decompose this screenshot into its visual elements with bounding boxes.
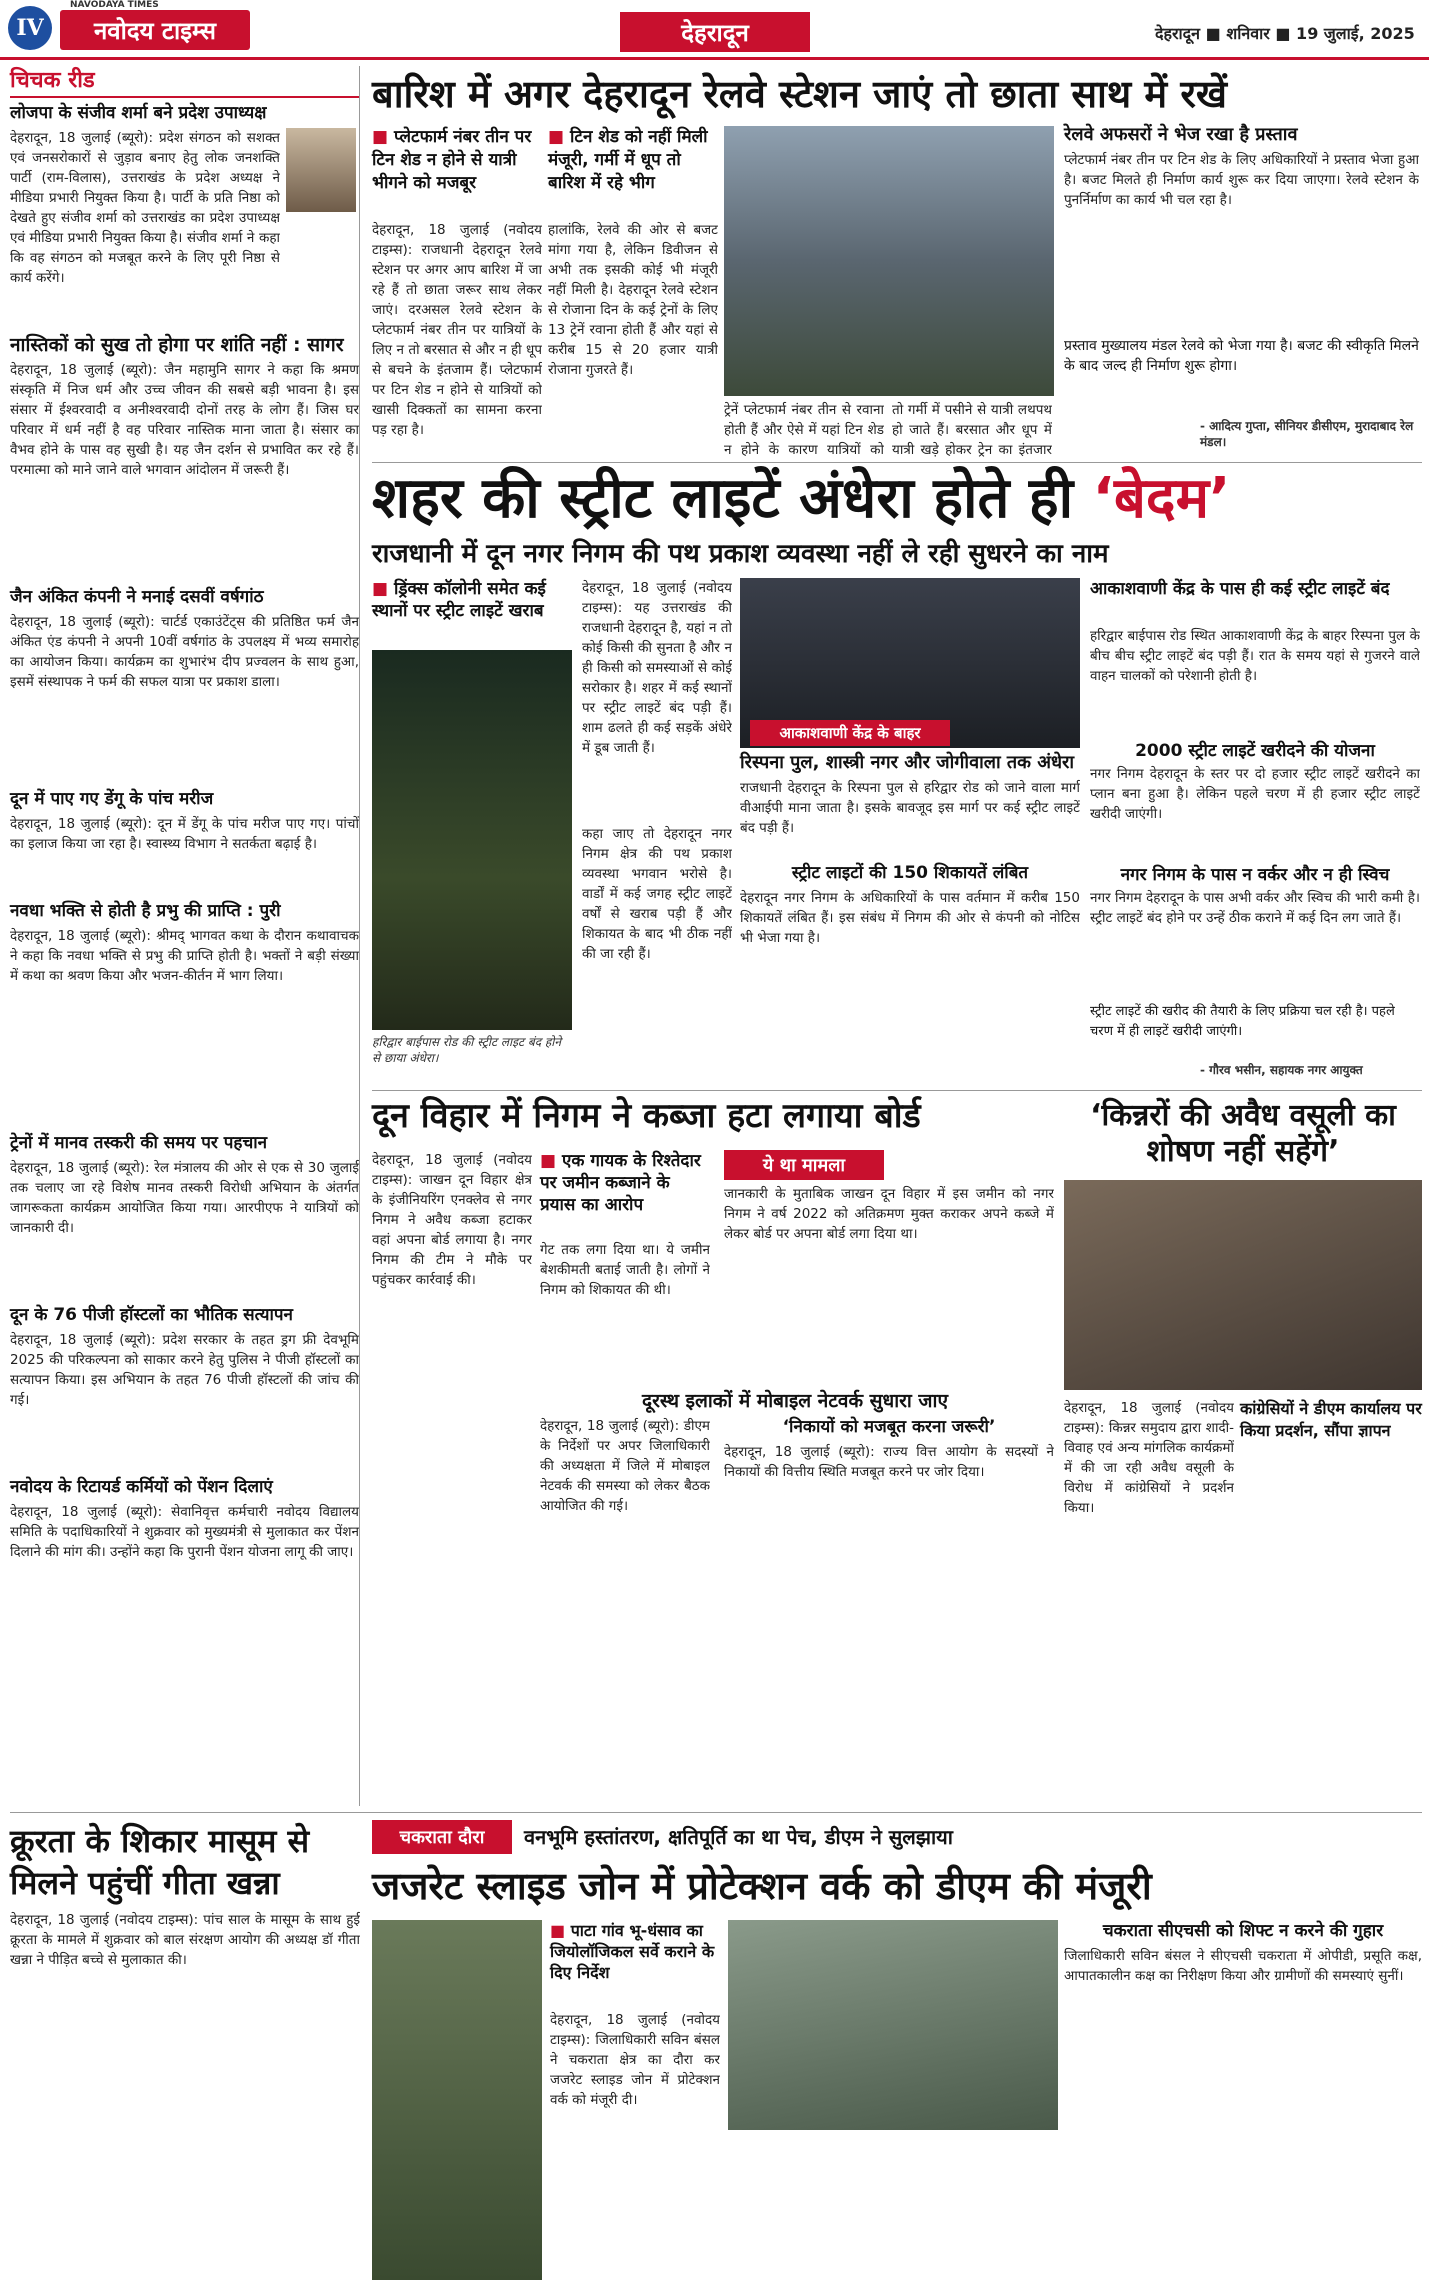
doon-side-body: गेट तक लगा दिया था। ये जमीन बेशकीमती बताई जाती है। लोगों ने निगम को शिकायत की थी।: [540, 1242, 710, 1298]
geeta-body: देहरादून, 18 जुलाई (नवोदय टाइम्स): पांच साल के मासूम के साथ हुई क्रूरता के मामले में शुक्रवार को बाल संरक्षण आयोग की अध्यक्ष डॉ गीता खन्ना ने पीड़ित बच्चे से मुलाकात की।: [10, 1912, 360, 1968]
page-number: IV: [8, 6, 52, 50]
section-title: चिचक रीड: [10, 66, 359, 98]
nikay-body: देहरादून, 18 जुलाई (ब्यूरो): राज्य वित्त आयोग के सदस्यों ने निकायों की वित्तीय स्थिति मजबूत करने पर जोर दिया।: [724, 1444, 1054, 1480]
kinnar-side-title: कांग्रेसियों ने डीएम कार्यालय पर किया प्रदर्शन, सौंपा ज्ञापन: [1240, 1399, 1422, 1440]
light-quote-by: - गौरव भसीन, सहायक नगर आयुक्त: [1200, 1063, 1363, 1077]
s7-title: दून के 76 पीजी हॉस्टलों का भौतिक सत्यापन: [10, 1305, 293, 1325]
light-body4: देहरादून नगर निगम के अधिकारियों के पास वर्तमान में करीब 150 शिकायतें लंबित हैं। इस संबंध में निगम की ओर से कंपनी को नोटिस भी भेजा गया है।: [740, 890, 1080, 946]
doon-body: देहरादून, 18 जुलाई (नवोदय टाइम्स): जाखन दून विहार क्षेत्र के इंजीनियरिंग एनक्लेव से नगर निगम ने अवैध कब्जा हटाकर वहां अपना बोर्ड लगाया है। नगर निगम की टीम ने मौके पर पहुंचकर कार्रवाई की।: [372, 1152, 532, 1288]
light-headline: [372, 466, 1230, 532]
chakrata-tag: चकराता दौरा: [372, 1820, 512, 1854]
light-sub150: स्ट्रीट लाइटों की 150 शिकायतें लंबित: [791, 863, 1029, 883]
doon-side-sub: ■ एक गायक के रिश्तेदार पर जमीन कब्जाने के प्रयास का आरोप: [540, 1150, 710, 1216]
s8-body: देहरादून, 18 जुलाई (ब्यूरो): सेवानिवृत्त कर्मचारी नवोदय विद्यालय समिति के पदाधिकारियों ने शुक्रवार को मुख्यमंत्री से मुलाकात कर पेंशन दिलाने की मांग की। उन्होंने कहा कि पुरानी पेंशन योजना लागू की जाए।: [10, 1504, 359, 1560]
light-body2: कहा जाए तो देहरादून नगर निगम क्षेत्र की पथ प्रकाश व्यवस्था भगवान भरोसे है। वार्डों में कई जगह स्ट्रीट लाइटें वर्षों से खराब पड़ी हैं और शिकायत के बाद भी ठीक नहीं की जा रही हैं।: [582, 826, 732, 962]
chakrata-right-sub: चकराता सीएचसी को शिफ्ट न करने की गुहार: [1102, 1921, 1384, 1941]
doon-label: ये था मामला: [724, 1150, 884, 1180]
top-body3: ट्रेनें प्लेटफार्म नंबर तीन से रवाना होती हैं और ऐसे में यहां टिन शेड न होने के कारण यात्रियों को: [724, 402, 884, 458]
chakrata-body: देहरादून, 18 जुलाई (नवोदय टाइम्स): जिलाधिकारी सविन बंसल ने चकराता क्षेत्र का दौरा कर जजरेट स्लाइड जोन में प्रोटेक्शन वर्क को मंजूरी दी।: [550, 2012, 720, 2108]
photo2-sub: रिस्पना पुल, शास्त्री नगर और जोगीवाला तक अंधेरा: [740, 752, 1075, 773]
divider: [10, 1812, 1422, 1813]
light-right-sub2: 2000 स्ट्रीट लाइटें खरीदने की योजना: [1135, 741, 1375, 761]
s6-body: देहरादून, 18 जुलाई (ब्यूरो): रेल मंत्रालय की ओर से एक से 30 जुलाई तक चलाए जा रहे विशेष मानव तस्करी विरोधी अभियान के अंतर्गत जागरूकता कार्यक्रम आयोजित किया गया। आरपीएफ ने यात्रियों को जानकारी दी।: [10, 1160, 359, 1236]
city-label: देहरादून: [620, 12, 810, 52]
s6-title: ट्रेनों में मानव तस्करी की समय पर पहचान: [10, 1133, 268, 1153]
streetlight-photo: [372, 650, 572, 1030]
mobile-title: दूरस्थ इलाकों में मोबाइल नेटवर्क सुधारा जाए: [642, 1390, 948, 1412]
kinnar-body: देहरादून, 18 जुलाई (नवोदय टाइम्स): किन्नर समुदाय द्वारा शादी-विवाह एवं अन्य मांगलिक कार्यक्रमों में की जा रही अवैध वसूली के विरोध में कांग्रेसियों ने प्रदर्शन किया।: [1064, 1400, 1234, 1516]
divider: [372, 1090, 1422, 1091]
s2-body: देहरादून, 18 जुलाई (ब्यूरो): जैन महामुनि सागर ने कहा कि श्रमण संस्कृति में निज धर्म और उच्च जीवन की सबसे बड़ी भावना है। इस संसार में ईश्वरवादी व अनीश्वरवादी दोनों तरह के लोग हैं। जिस घर परिवार में धर्म नहीं है वह परिवार नास्तिक माना जाता है। संसार का वैभव होने के पास वह सुखी है। यह जैन दर्शन से प्रभावित कर रहे हैं। परमात्मा को माने जाने वाले भगवान आंदोलन में जरूरी हैं।: [10, 362, 359, 478]
light-right-sub3: नगर निगम के पास न वर्कर और न ही स्विच: [1120, 865, 1390, 885]
doon-label-body: जानकारी के मुताबिक जाखन दून विहार में इस जमीन को नगर निगम ने वर्ष 2022 को अतिक्रमण मुक्त कराकर अपने कब्जे में लेकर बोर्ड पर अपना बोर्ड लगा दिया था।: [724, 1186, 1054, 1242]
nikay-title: ‘निकायों को मजबूत करना जरूरी’: [782, 1417, 996, 1437]
photo1-caption: हरिद्वार बाईपास रोड की स्ट्रीट लाइट बंद होने से छाया अंधेरा।: [372, 1035, 562, 1065]
portrait-photo: [286, 128, 356, 212]
light-sub: राजधानी में दून नगर निगम की पथ प्रकाश व्यवस्था नहीं ले रही सुधरने का नाम: [372, 539, 1109, 569]
s8-title: नवोदय के रिटायर्ड कर्मियों को पेंशन दिलाएं: [10, 1477, 273, 1497]
s5-body: देहरादून, 18 जुलाई (ब्यूरो): श्रीमद् भागवत कथा के दौरान कथावाचक ने कहा कि नवधा भक्ति से प्रभु की प्राप्ति होती है। भक्तों ने बड़ी संख्या में कथा का श्रवण किया और भजन-कीर्तन में भाग लिया।: [10, 928, 359, 984]
top-sub1: ■ प्लेटफार्म नंबर तीन पर टिन शेड न होने से यात्री भीगने को मजबूर: [372, 126, 542, 195]
s3-body: देहरादून, 18 जुलाई (ब्यूरो): चार्टर्ड एकाउंटेंट्स की प्रतिष्ठित फर्म जैन अंकित एंड कंपनी ने अपनी 10वीं वर्षगांठ के उपलक्ष्य में भव्य समारोह का आयोजन किया। कार्यक्रम का शुभारंभ दीप प्रज्वलन के साथ हुआ, इसमें संस्थापक ने फर्म की सफल यात्रा पर प्रकाश डाला।: [10, 614, 359, 690]
light-right-body: हरिद्वार बाईपास रोड स्थित आकाशवाणी केंद्र के बाहर रिस्पना पुल के बीच बीच स्ट्रीट लाइटें बंद पड़ी हैं। रात के समय यहां से गुजरने वाले वाहन चालकों को परेशानी होती है।: [1090, 628, 1420, 684]
brand-small: NAVODAYA TIMES: [70, 0, 159, 10]
rail-quote-by: - आदित्य गुप्ता, सीनियर डीसीएम, मुरादाबाद रेल मंडल।: [1200, 419, 1414, 449]
light-right-body3: नगर निगम देहरादून के पास अभी वर्कर और स्विच की भारी कमी है। स्ट्रीट लाइटें बंद होने पर उन्हें ठीक कराने में कई दिन लग जाते हैं।: [1090, 890, 1420, 926]
s1-body: देहरादून, 18 जुलाई (ब्यूरो): प्रदेश संगठन को सशक्त एवं जनसरोकारों से जुड़ाव बनाए हेतु लोक जनशक्ति पार्टी (राम-विलास), उत्तराखंड के प्रदेश अध्यक्ष ने मीडिया प्रभारी नियुक्त किया है। पार्टी के प्रति निष्ठा को देखते हुए संजीव शर्मा को उत्तराखंड का प्रदेश उपाध्यक्ष एवं मीडिया प्रभारी नियुक्त किया है। संजीव शर्मा ने कहा कि वह संगठन को मजबूत करने के लिए पूरी निष्ठा से कार्य करेंगे।: [10, 130, 280, 286]
top-body2: हालांकि, रेलवे की ओर से बजट मांगा गया है, लेकिन डिवीजन से अभी तक इसकी कोई भी मंजूरी नहीं मिली है। देहरादून रेलवे स्टेशन से रोजाना दिन के कई ट्रेनों के लिए 13 ट्रेनें रवाना होती हैं और यहां से करीब 15 से 20 हजार यात्री रोजाना गुजरते हैं।: [548, 222, 718, 378]
rail-right-body: प्लेटफार्म नंबर तीन पर टिन शेड के लिए अधिकारियों ने प्रस्ताव भेजा हुआ है। बजट मिलते ही निर्माण कार्य शुरू कर दिया जाएगा। रेलवे स्टेशन के पुनर्निर्माण का कार्य भी चल रहा है।: [1064, 152, 1419, 208]
s4-title: दून में पाए गए डेंगू के पांच मरीज: [10, 789, 214, 809]
top-sub2: ■ टिन शेड को नहीं मिली मंजूरी, गर्मी में धूप तो बारिश में रहे भीग: [548, 126, 718, 195]
s1-title: लोजपा के संजीव शर्मा बने प्रदेश उपाध्यक्ष: [10, 103, 267, 123]
s5-title: नवधा भक्ति से होती है प्रभु की प्राप्ति : पुरी: [10, 901, 281, 921]
top-headline: बारिश में अगर देहरादून रेलवे स्टेशन जाएं तो छाता साथ में रखें: [372, 72, 1227, 116]
kinnar-headline: ‘किन्नरों की अवैध वसूली का शोषण नहीं सहेंगे’: [1090, 1098, 1396, 1169]
station-photo: [724, 126, 1054, 396]
light-right-body2: नगर निगम देहरादून के स्तर पर दो हजार स्ट्रीट लाइटें खरीदने का प्लान बना हुआ है। लेकिन पहले चरण में ही हजार स्ट्रीट लाइटें खरीदी जाएंगी।: [1090, 766, 1420, 822]
light-body3: राजधानी देहरादून के रिस्पना पुल से हरिद्वार रोड को जाने वाला मार्ग वीआईपी माना जाता है। इसके बावजूद इस मार्ग पर कई स्ट्रीट लाइटें बंद पड़ी हैं।: [740, 780, 1080, 836]
protest-photo: [1064, 1180, 1422, 1390]
light-quote: स्ट्रीट लाइटें की खरीद की तैयारी के लिए प्रक्रिया चल रही है। पहले चरण में ही लाइटें खरीदी जाएंगी।: [1090, 1004, 1395, 1039]
light-right-title: आकाशवाणी केंद्र के पास ही कई स्ट्रीट लाइटें बंद: [1090, 579, 1390, 599]
light-side-sub: ■ ड्रिंक्स कॉलोनी समेत कई स्थानों पर स्ट्रीट लाइटें खराब: [372, 578, 572, 622]
top-body4: तो गर्मी में पसीने से यात्री लथपथ हो जाते हैं। बरसात और धूप में यात्री खड़े होकर ट्रेन का इंतजार: [892, 402, 1052, 458]
s4-body: देहरादून, 18 जुलाई (ब्यूरो): दून में डेंगू के पांच मरीज पाए गए। पांचों का इलाज किया जा रहा है। स्वास्थ्य विभाग ने सतर्कता बढ़ाई है।: [10, 816, 359, 852]
light-body1: देहरादून, 18 जुलाई (नवोदय टाइम्स): यह उत्तराखंड की राजधानी देहरादून है, यहां न तो कोई किसी की सुनता है और न ही किसी को समस्याओं से कोई सरोकार है। शहर में कई स्थानों पर स्ट्रीट लाइटें बंद पड़ी हैं। शाम ढलते ही कई सड़कें अंधेरे में डूब जाती हैं।: [582, 580, 732, 756]
mobile-body: देहरादून, 18 जुलाई (ब्यूरो): डीएम के निर्देशों पर अपर जिलाधिकारी की अध्यक्षता में जिले में मोबाइल नेटवर्क की समस्या को लेकर बैठक आयोजित की गई।: [540, 1418, 710, 1514]
chakrata-tag-text: वनभूमि हस्तांतरण, क्षतिपूर्ति का था पेच, डीएम ने सुलझाया: [524, 1825, 953, 1849]
light-headline-text: शहर की स्ट्रीट लाइटें अंधेरा होते ही: [372, 466, 1074, 531]
doon-headline: दून विहार में निगम ने कब्जा हटा लगाया बोर्ड: [372, 1096, 921, 1136]
light-headline-accent: ‘बेदम’: [1092, 466, 1231, 531]
chakrata-photo-right: [728, 1920, 1058, 2130]
photo2-label: आकाशवाणी केंद्र के बाहर: [750, 720, 950, 746]
brand-logo: नवोदय टाइम्स: [60, 10, 250, 50]
rail-quote: प्रस्ताव मुख्यालय मंडल रेलवे को भेजा गया है। बजट की स्वीकृति मिलने के बाद जल्द ही निर्माण शुरू होगा।: [1064, 338, 1419, 374]
chakrata-headline: जजरेट स्लाइड जोन में प्रोटेक्शन वर्क को डीएम की मंजूरी: [372, 1864, 1152, 1908]
chakrata-photo-left: [372, 1920, 542, 2280]
s2-title: नास्तिकों को सुख तो होगा पर शांति नहीं : सागर: [10, 334, 344, 356]
top-body1: देहरादून, 18 जुलाई (नवोदय टाइम्स): राजधानी देहरादून रेलवे स्टेशन पर अगर आप बारिश में जा रहे हैं तो छाता जरूर साथ लेकर जाएं। दरअसल रेलवे स्टेशन के प्लेटफार्म नंबर तीन पर यात्रियों के लिए न तो बरसात से और न ही धूप से बचने के इंतजाम हैं। प्लेटफार्म पर टिन शेड न होने से यात्रियों को खासी दिक्कतों का सामना करना पड़ रहा है।: [372, 222, 542, 438]
s7-body: देहरादून, 18 जुलाई (ब्यूरो): प्रदेश सरकार के तहत ड्रग फ्री देवभूमि 2025 की परिकल्पना को साकार करने हेतु पुलिस ने पीजी हॉस्टलों का सत्यापन किया। इस अभियान के तहत 76 पीजी हॉस्टलों की जांच की गई।: [10, 1332, 359, 1408]
rail-right-title: रेलवे अफसरों ने भेज रखा है प्रस्ताव: [1064, 124, 1298, 145]
left-column: [10, 66, 360, 1806]
divider: [372, 462, 1422, 463]
chakrata-sub: ■ पाटा गांव भू-धंसाव का जियोलॉजिकल सर्वे कराने के दिए निर्देश: [550, 1920, 720, 1983]
chakrata-right-body: जिलाधिकारी सविन बंसल ने सीएचसी चकराता में ओपीडी, प्रसूति कक्ष, आपातकालीन कक्ष का निरीक्षण किया और ग्रामीणों की समस्याएं सुनीं।: [1064, 1948, 1422, 1984]
s3-title: जैन अंकित कंपनी ने मनाई दसवीं वर्षगांठ: [10, 587, 264, 607]
geeta-headline: क्रूरता के शिकार मासूम से मिलने पहुंचीं गीता खन्ना: [10, 1822, 310, 1902]
dateline: देहरादून ■ शनिवार ■ 19 जुलाई, 2025: [1155, 24, 1415, 43]
